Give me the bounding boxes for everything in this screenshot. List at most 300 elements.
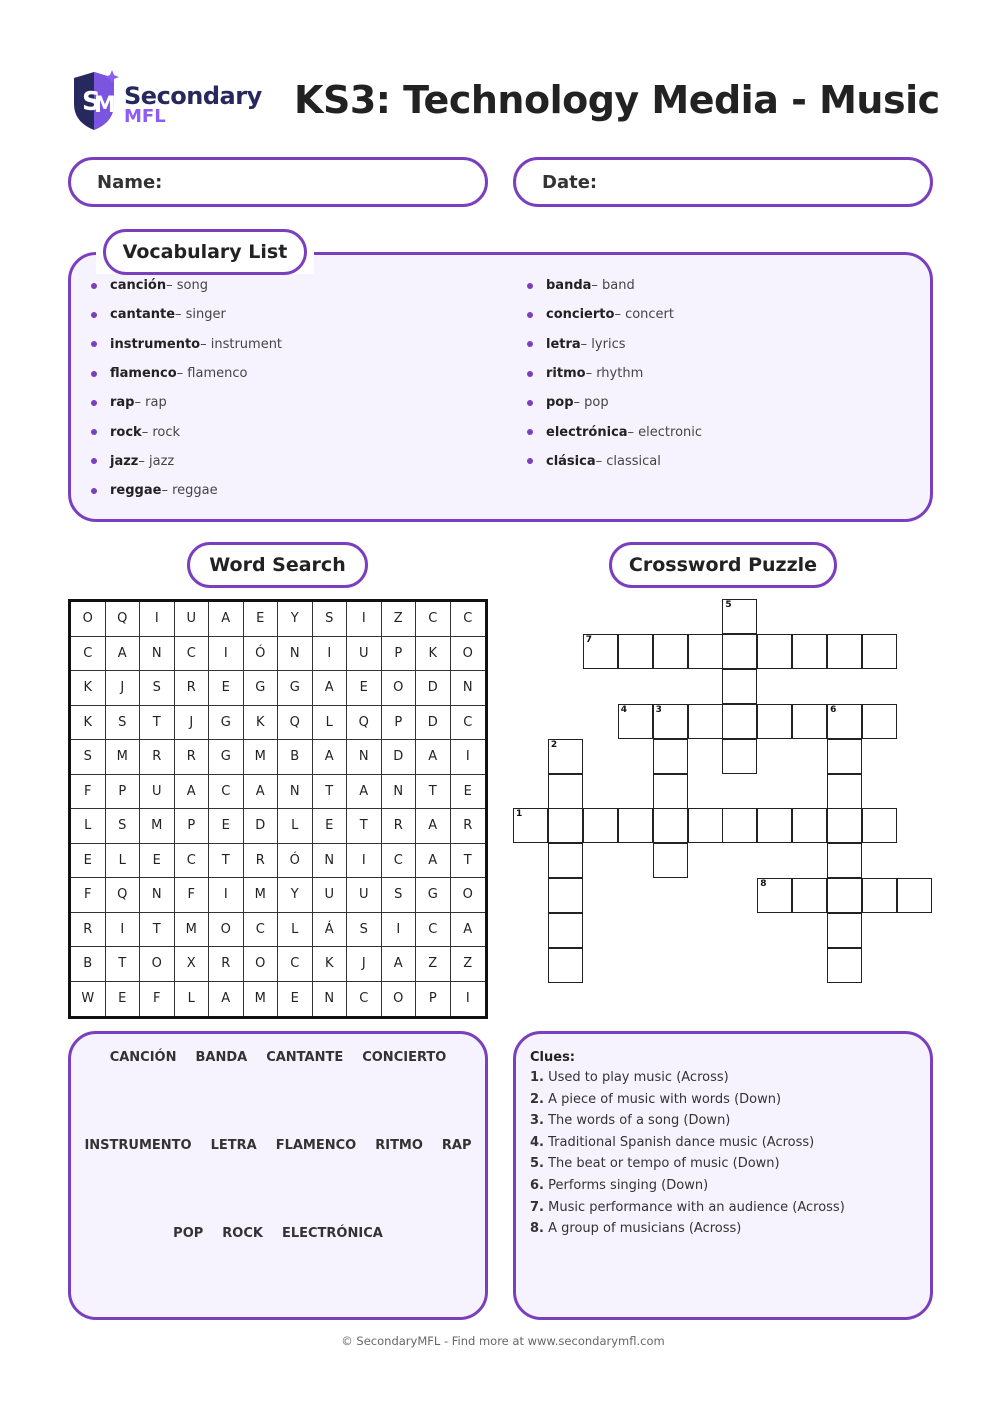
word-to-find: ROCK	[222, 1226, 263, 1241]
word-search-cell[interactable]: O	[451, 637, 486, 672]
word-search-cell[interactable]: T	[140, 706, 175, 741]
word-search-cell[interactable]: U	[140, 775, 175, 810]
word-to-find: RITMO	[375, 1138, 423, 1153]
crossword-cell[interactable]	[827, 948, 862, 983]
vocab-meaning: – jazz	[138, 453, 175, 469]
vocab-term: jazz	[110, 453, 139, 469]
clue-number: 8.	[530, 1221, 544, 1237]
logo-text-secondary: Secondary	[124, 82, 262, 110]
crossword-cell[interactable]	[618, 808, 653, 843]
word-search-cell[interactable]: T	[416, 775, 451, 810]
vocab-item	[91, 388, 282, 417]
word-search-cell[interactable]: A	[416, 844, 451, 879]
vocab-meaning: – rhythm	[585, 366, 644, 382]
word-search-cell[interactable]: F	[140, 982, 175, 1017]
word-search-cell[interactable]: O	[451, 878, 486, 913]
word-search-cell[interactable]: R	[71, 913, 106, 948]
word-search-cell[interactable]: C	[347, 982, 382, 1017]
crossword-clue-number: 4	[620, 704, 627, 715]
word-search-cell[interactable]: J	[347, 947, 382, 982]
clues-list	[530, 1070, 845, 1243]
crossword-cell[interactable]	[688, 634, 723, 669]
clue-text: A group of musicians (Across)	[543, 1221, 742, 1237]
word-search-cell[interactable]: E	[140, 844, 175, 879]
vocab-item	[91, 300, 282, 329]
word-search-cell[interactable]: O	[382, 982, 417, 1017]
bullet-icon	[91, 312, 97, 318]
clue-number: 4.	[530, 1134, 544, 1150]
word-search-cell[interactable]: I	[465, 991, 470, 1007]
word-to-find: FLAMENCO	[275, 1138, 357, 1153]
word-search-cell[interactable]: M	[175, 913, 210, 948]
word-search-cell[interactable]: C	[175, 637, 210, 672]
crossword-cell[interactable]	[722, 808, 757, 843]
crossword-clue-number: 2	[550, 739, 558, 750]
word-search-cell[interactable]: E	[347, 671, 382, 706]
clue-number: 6.	[530, 1177, 544, 1193]
crossword-cell[interactable]	[827, 808, 862, 843]
word-search-cell[interactable]: K	[71, 706, 106, 741]
crossword-cell[interactable]	[862, 878, 897, 913]
word-search-cell[interactable]: C	[451, 706, 486, 741]
crossword-cell[interactable]	[827, 878, 862, 913]
crossword-cell[interactable]	[548, 739, 583, 774]
crossword-cell[interactable]	[827, 634, 862, 669]
word-search-cell[interactable]: N	[278, 637, 313, 672]
word-search-cell[interactable]: A	[382, 947, 417, 982]
bullet-icon	[91, 458, 97, 464]
word-search-cell[interactable]: O	[140, 947, 175, 982]
crossword-cell[interactable]	[827, 739, 862, 774]
word-search-cell[interactable]: S	[382, 878, 417, 913]
crossword-cell[interactable]	[862, 808, 897, 843]
crossword-cell[interactable]	[688, 808, 723, 843]
word-search-cell[interactable]: A	[209, 982, 244, 1017]
word-to-find: CANCIÓN	[109, 1050, 177, 1065]
word-search-cell[interactable]: I	[451, 740, 486, 775]
word-search-cell[interactable]: O	[209, 913, 244, 948]
word-search-cell[interactable]: F	[71, 775, 106, 810]
vocab-item	[527, 300, 702, 329]
bullet-icon	[91, 488, 97, 494]
vocab-item	[527, 271, 702, 300]
word-search-cell[interactable]: G	[209, 706, 244, 741]
vocab-meaning: – rap	[134, 395, 167, 411]
vocab-meaning: – pop	[573, 395, 609, 411]
word-search-cell[interactable]: Á	[313, 913, 348, 948]
footer-text: © SecondaryMFL - Find more at www.secondarymfl.com	[341, 1334, 665, 1348]
crossword-cell[interactable]	[548, 808, 583, 843]
vocab-term: instrumento	[110, 336, 201, 352]
crossword-clue-number: 5	[725, 600, 732, 610]
word-search-cell[interactable]: J	[106, 671, 141, 706]
page-title: KS3: Technology Media - Music	[294, 78, 940, 122]
word-search-cell[interactable]: C	[175, 844, 210, 879]
word-list-row	[71, 1226, 485, 1241]
word-list-row	[71, 1050, 485, 1065]
vocab-item	[527, 447, 702, 476]
word-search-cell[interactable]: D	[382, 740, 417, 775]
crossword-cell[interactable]	[653, 634, 688, 669]
word-search-cell[interactable]: B	[278, 740, 313, 775]
word-search-cell[interactable]: I	[209, 878, 244, 913]
word-search-cell[interactable]: P	[382, 637, 417, 672]
crossword-cell[interactable]	[827, 913, 862, 948]
word-search-cell[interactable]: E	[278, 982, 313, 1017]
word-search-cell[interactable]: W	[71, 982, 106, 1017]
word-search-cell[interactable]: S	[347, 913, 382, 948]
vocab-item	[91, 447, 282, 476]
crossword-cell[interactable]	[618, 634, 653, 669]
date-field[interactable]	[513, 157, 933, 207]
word-search-cell[interactable]: C	[416, 602, 451, 637]
crossword-cell[interactable]	[792, 808, 827, 843]
word-search-cell[interactable]: Z	[451, 947, 486, 982]
logo-text-mfl: MFL	[124, 106, 166, 127]
crossword-cell[interactable]	[548, 843, 583, 878]
vocab-term: ritmo	[546, 366, 586, 382]
word-search-cell[interactable]: L	[71, 809, 106, 844]
crossword-cell[interactable]	[653, 808, 688, 843]
word-search-cell[interactable]: S	[140, 671, 175, 706]
word-search-cell[interactable]: G	[244, 671, 279, 706]
vocab-term: reggae	[110, 483, 162, 499]
bullet-icon	[527, 458, 533, 464]
vocab-item	[527, 388, 702, 417]
clue-number: 1.	[530, 1070, 544, 1085]
word-to-find: CONCIERTO	[362, 1050, 447, 1065]
word-search-cell[interactable]: S	[106, 809, 141, 844]
crossword-clue-number: 1	[516, 809, 523, 820]
word-search-cell[interactable]: K	[416, 637, 451, 672]
word-search-cell[interactable]: A	[416, 740, 451, 775]
clue-text: Music performance with an audience (Across)	[543, 1199, 845, 1215]
word-search-cell[interactable]: U	[347, 637, 382, 672]
word-search-cell[interactable]: S	[106, 706, 141, 741]
word-search-cell[interactable]: T	[140, 913, 175, 948]
word-search-cell[interactable]: I	[347, 602, 382, 637]
word-search-cell[interactable]: U	[175, 602, 210, 637]
crossword-clue-number: 7	[585, 634, 593, 645]
word-search-cell[interactable]: U	[347, 878, 382, 913]
crossword-cell[interactable]	[757, 704, 792, 739]
vocab-item	[91, 359, 282, 388]
word-search-cell[interactable]: M	[140, 809, 175, 844]
crossword-cell[interactable]	[757, 878, 792, 913]
word-search-cell[interactable]: G	[278, 671, 313, 706]
word-search-cell[interactable]: N	[347, 740, 382, 775]
clue-item	[530, 1156, 845, 1178]
word-search-cell[interactable]: I	[140, 602, 175, 637]
word-search-cell[interactable]: E	[244, 602, 279, 637]
word-search-cell[interactable]: D	[244, 809, 279, 844]
clue-item	[530, 1135, 845, 1157]
word-search-cell[interactable]: M	[244, 982, 279, 1017]
word-search-cell[interactable]: S	[71, 740, 106, 775]
word-search-cell[interactable]: Q	[347, 706, 382, 741]
word-search-cell[interactable]: Y	[278, 878, 313, 913]
bullet-icon	[527, 283, 533, 289]
word-list-panel	[68, 1031, 488, 1320]
vocab-term: letra	[546, 336, 581, 352]
crossword-cell[interactable]	[862, 704, 897, 739]
clue-text: Performs singing (Down)	[543, 1177, 709, 1193]
word-search-cell[interactable]: E	[313, 809, 348, 844]
word-search-cell[interactable]: A	[347, 775, 382, 810]
word-search-cell[interactable]: R	[140, 740, 175, 775]
word-search-cell[interactable]: O	[244, 947, 279, 982]
word-search-cell[interactable]: N	[313, 982, 348, 1017]
crossword-cell[interactable]	[757, 808, 792, 843]
vocab-item	[91, 417, 282, 446]
word-search-cell[interactable]: U	[313, 878, 348, 913]
crossword-cell[interactable]	[897, 878, 932, 913]
bullet-icon	[91, 341, 97, 347]
name-field[interactable]	[68, 157, 488, 207]
word-search-cell[interactable]: L	[175, 982, 210, 1017]
vocab-item	[527, 417, 702, 446]
word-search-cell[interactable]: P	[382, 706, 417, 741]
bullet-icon	[527, 312, 533, 318]
word-search-cell[interactable]: A	[416, 809, 451, 844]
word-to-find: LETRA	[210, 1138, 257, 1153]
crossword-cell[interactable]	[653, 843, 688, 878]
word-search-cell[interactable]: A	[209, 602, 244, 637]
word-search-cell[interactable]: T	[106, 947, 141, 982]
word-search-cell[interactable]: K	[313, 947, 348, 982]
word-search-cell[interactable]: R	[451, 809, 486, 844]
word-search-cell[interactable]: Y	[278, 602, 313, 637]
crossword-cell[interactable]	[548, 913, 583, 948]
word-search-cell[interactable]: C	[71, 637, 106, 672]
word-search-cell[interactable]: D	[416, 706, 451, 741]
word-search-cell[interactable]: M	[106, 740, 141, 775]
word-search-cell[interactable]: N	[140, 878, 175, 913]
vocab-term: flamenco	[110, 366, 177, 382]
word-search-cell[interactable]: I	[382, 913, 417, 948]
crossword-cell[interactable]	[548, 774, 583, 809]
crossword-cell[interactable]	[792, 704, 827, 739]
crossword-cell[interactable]	[792, 634, 827, 669]
word-list-row	[71, 1138, 485, 1153]
vocabulary-heading: Vocabulary List	[103, 229, 307, 275]
crossword-cell[interactable]	[653, 739, 688, 774]
vocabulary-list-left	[91, 271, 282, 505]
word-to-find: CANTANTE	[266, 1050, 344, 1065]
word-to-find: RAP	[441, 1138, 472, 1153]
word-search-cell[interactable]: O	[382, 671, 417, 706]
word-search-cell[interactable]: E	[71, 844, 106, 879]
word-search-cell[interactable]: Q	[106, 878, 141, 913]
crossword-cell[interactable]	[722, 704, 757, 739]
crossword-cell[interactable]	[757, 634, 792, 669]
bullet-icon	[527, 371, 533, 377]
clues-title: Clues:	[530, 1050, 576, 1065]
word-search-cell[interactable]: E	[451, 775, 486, 810]
vocab-meaning: – electronic	[627, 424, 703, 440]
word-search-cell[interactable]: S	[313, 602, 348, 637]
vocab-term: concierto	[546, 307, 615, 323]
word-search-cell[interactable]: D	[416, 671, 451, 706]
clue-item	[530, 1178, 845, 1200]
word-search-cell[interactable]: N	[278, 775, 313, 810]
word-search-cell[interactable]: Ó	[278, 844, 313, 879]
crossword-cell[interactable]	[618, 704, 653, 739]
clue-text: Traditional Spanish dance music (Across)	[543, 1134, 815, 1150]
crossword-cell[interactable]	[827, 843, 862, 878]
vocab-item	[91, 330, 282, 359]
word-search-cell[interactable]: C	[244, 913, 279, 948]
vocab-term: pop	[546, 395, 574, 411]
clue-item	[530, 1113, 845, 1135]
word-search-cell[interactable]: I	[209, 637, 244, 672]
word-search-cell[interactable]: O	[71, 602, 106, 637]
word-search-cell[interactable]: P	[416, 982, 451, 1017]
word-search-cell[interactable]: A	[313, 740, 348, 775]
word-to-find: INSTRUMENTO	[84, 1138, 192, 1153]
word-search-cell[interactable]: T	[209, 844, 244, 879]
word-search-cell[interactable]: Z	[416, 947, 451, 982]
crossword-cell[interactable]	[722, 599, 757, 634]
word-search-cell[interactable]: P	[175, 809, 210, 844]
word-search-cell[interactable]: C	[416, 913, 451, 948]
crossword-cell[interactable]	[513, 808, 548, 843]
word-search-cell[interactable]: A	[451, 913, 486, 948]
clue-number: 3.	[530, 1113, 544, 1129]
word-search-cell[interactable]: Z	[382, 602, 417, 637]
word-search-cell[interactable]: T	[313, 775, 348, 810]
clue-text: A piece of music with words (Down)	[543, 1091, 782, 1107]
crossword-cell[interactable]	[722, 634, 757, 669]
bullet-icon	[527, 341, 533, 347]
word-to-find: POP	[173, 1226, 204, 1241]
crossword-cell[interactable]	[862, 634, 897, 669]
word-search-cell[interactable]: C	[451, 602, 486, 637]
word-search-cell[interactable]: C	[278, 947, 313, 982]
crossword-cell[interactable]	[688, 704, 723, 739]
word-search-heading: Word Search	[187, 542, 368, 588]
word-search-cell[interactable]: L	[313, 706, 348, 741]
svg-text:M: M	[94, 93, 116, 118]
word-search-cell[interactable]: N	[451, 671, 486, 706]
crossword-cell[interactable]	[722, 669, 757, 704]
word-search-cell[interactable]: J	[175, 706, 210, 741]
clue-item	[530, 1070, 845, 1092]
clues-panel	[513, 1031, 933, 1320]
clue-number: 7.	[530, 1199, 544, 1215]
word-search-cell[interactable]: I	[313, 637, 348, 672]
word-search-cell[interactable]: N	[140, 637, 175, 672]
crossword-cell[interactable]	[722, 739, 757, 774]
vocab-term: rap	[110, 395, 135, 411]
vocab-item	[527, 359, 702, 388]
word-search-cell[interactable]: C	[209, 775, 244, 810]
crossword-cell[interactable]	[827, 774, 862, 809]
word-search-cell[interactable]: I	[347, 844, 382, 879]
word-search-cell[interactable]: R	[175, 740, 210, 775]
crossword-cell[interactable]	[548, 948, 583, 983]
word-search-cell[interactable]: R	[382, 809, 417, 844]
word-search-cell[interactable]: N	[382, 775, 417, 810]
name-label: Name:	[97, 171, 163, 193]
svg-text:S: S	[82, 87, 101, 117]
word-search-cell[interactable]: R	[175, 671, 210, 706]
word-search-cell[interactable]: A	[106, 637, 141, 672]
word-search-cell[interactable]: M	[244, 878, 279, 913]
crossword-cell[interactable]	[827, 704, 862, 739]
crossword-cell[interactable]	[548, 878, 583, 913]
crossword-cell[interactable]	[583, 808, 618, 843]
word-search-cell[interactable]: K	[244, 706, 279, 741]
clue-text: Used to play music (Across)	[543, 1070, 729, 1085]
vocabulary-list-right	[527, 271, 702, 476]
word-search-cell[interactable]: L	[278, 913, 313, 948]
vocab-item	[527, 330, 702, 359]
clue-number: 2.	[530, 1091, 544, 1107]
word-search-cell[interactable]: Q	[106, 602, 141, 637]
word-search-cell[interactable]: F	[175, 878, 210, 913]
word-search-cell[interactable]: F	[71, 878, 106, 913]
bullet-icon	[91, 400, 97, 406]
crossword-cell[interactable]	[653, 704, 688, 739]
word-search-cell[interactable]: N	[313, 844, 348, 879]
vocab-meaning: – reggae	[161, 483, 218, 499]
bullet-icon	[91, 429, 97, 435]
word-search-cell[interactable]: X	[175, 947, 210, 982]
word-search-cell[interactable]: B	[71, 947, 106, 982]
word-search-cell[interactable]: G	[416, 878, 451, 913]
crossword-cell[interactable]	[653, 774, 688, 809]
bullet-icon	[91, 283, 97, 289]
word-search-grid[interactable]	[68, 599, 488, 1019]
vocab-meaning: – concert	[614, 307, 674, 323]
word-search-cell[interactable]: E	[106, 982, 141, 1017]
word-search-cell[interactable]: L	[278, 809, 313, 844]
word-search-cell[interactable]: C	[382, 844, 417, 879]
word-search-cell[interactable]: A	[244, 775, 279, 810]
crossword-clue-number: 3	[655, 704, 662, 715]
word-search-cell[interactable]: P	[106, 775, 141, 810]
vocab-item	[91, 476, 282, 505]
word-search-cell[interactable]: T	[451, 844, 486, 879]
vocab-meaning: – classical	[595, 453, 661, 469]
vocab-meaning: – song	[166, 278, 208, 294]
clue-text: The beat or tempo of music (Down)	[543, 1156, 780, 1172]
word-search-cell[interactable]: L	[106, 844, 141, 879]
word-search-cell[interactable]: A	[313, 671, 348, 706]
crossword-cell[interactable]	[583, 634, 618, 669]
vocab-term: cantante	[110, 307, 176, 323]
word-search-cell[interactable]: M	[244, 740, 279, 775]
word-search-cell[interactable]: A	[175, 775, 210, 810]
word-search-cell[interactable]: E	[209, 671, 244, 706]
vocab-meaning: – lyrics	[580, 336, 626, 352]
word-search-cell[interactable]: G	[209, 740, 244, 775]
word-search-cell[interactable]: E	[209, 809, 244, 844]
word-search-cell[interactable]: K	[71, 671, 106, 706]
crossword-heading: Crossword Puzzle	[609, 542, 837, 588]
vocab-meaning: – singer	[175, 307, 226, 323]
word-search-cell[interactable]: I	[106, 913, 141, 948]
word-search-cell[interactable]: R	[209, 947, 244, 982]
word-search-cell[interactable]: T	[347, 809, 382, 844]
word-search-cell[interactable]: Q	[278, 706, 313, 741]
word-search-cell[interactable]: Ó	[244, 637, 279, 672]
vocab-meaning: – instrument	[200, 336, 283, 352]
crossword-cell[interactable]	[792, 878, 827, 913]
vocab-meaning: – band	[591, 278, 635, 294]
word-search-cell[interactable]: R	[244, 844, 279, 879]
